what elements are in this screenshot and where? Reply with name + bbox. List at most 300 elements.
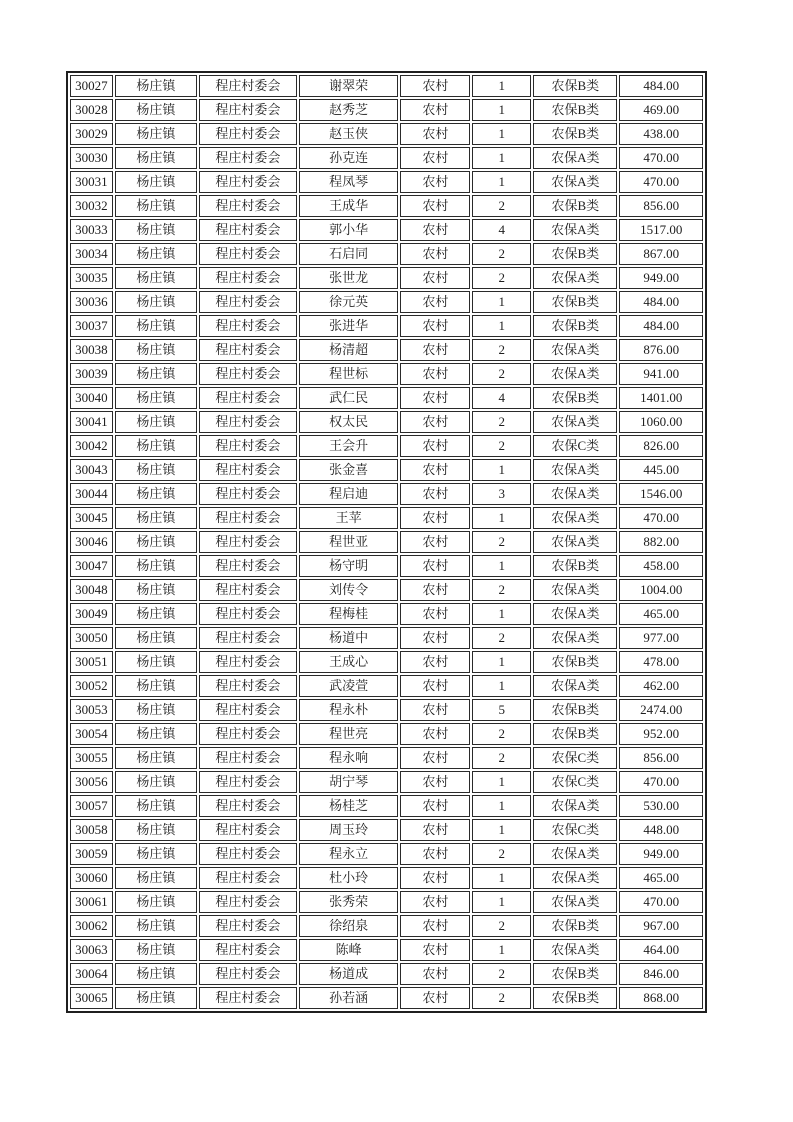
cell-record-id: 30050 bbox=[70, 627, 113, 649]
cell-residence-type: 农村 bbox=[400, 339, 470, 361]
cell-person-count: 1 bbox=[472, 123, 531, 145]
cell-insurance-category: 农保A类 bbox=[533, 843, 617, 865]
cell-person-name: 杨道中 bbox=[299, 627, 399, 649]
cell-record-id: 30058 bbox=[70, 819, 113, 841]
table-row bbox=[70, 363, 703, 385]
cell-insurance-category: 农保C类 bbox=[533, 435, 617, 457]
table-row bbox=[70, 939, 703, 961]
cell-person-count: 1 bbox=[472, 99, 531, 121]
cell-person-count: 1 bbox=[472, 819, 531, 841]
cell-village-committee: 程庄村委会 bbox=[199, 147, 297, 169]
cell-town: 杨庄镇 bbox=[115, 723, 197, 745]
cell-residence-type: 农村 bbox=[400, 411, 470, 433]
cell-amount: 478.00 bbox=[619, 651, 703, 673]
cell-residence-type: 农村 bbox=[400, 963, 470, 985]
cell-insurance-category: 农保B类 bbox=[533, 723, 617, 745]
cell-amount: 846.00 bbox=[619, 963, 703, 985]
cell-residence-type: 农村 bbox=[400, 867, 470, 889]
cell-insurance-category: 农保B类 bbox=[533, 987, 617, 1009]
cell-person-name: 王会升 bbox=[299, 435, 399, 457]
cell-village-committee: 程庄村委会 bbox=[199, 939, 297, 961]
cell-residence-type: 农村 bbox=[400, 555, 470, 577]
cell-amount: 1060.00 bbox=[619, 411, 703, 433]
cell-amount: 977.00 bbox=[619, 627, 703, 649]
cell-person-count: 1 bbox=[472, 171, 531, 193]
cell-amount: 484.00 bbox=[619, 315, 703, 337]
table-row bbox=[70, 723, 703, 745]
table-row bbox=[70, 267, 703, 289]
cell-insurance-category: 农保B类 bbox=[533, 963, 617, 985]
cell-village-committee: 程庄村委会 bbox=[199, 603, 297, 625]
cell-town: 杨庄镇 bbox=[115, 627, 197, 649]
cell-person-count: 1 bbox=[472, 939, 531, 961]
cell-town: 杨庄镇 bbox=[115, 603, 197, 625]
table-row bbox=[70, 795, 703, 817]
cell-amount: 856.00 bbox=[619, 195, 703, 217]
table-row bbox=[70, 123, 703, 145]
cell-village-committee: 程庄村委会 bbox=[199, 459, 297, 481]
cell-amount: 470.00 bbox=[619, 147, 703, 169]
cell-insurance-category: 农保A类 bbox=[533, 339, 617, 361]
table-row bbox=[70, 891, 703, 913]
cell-person-name: 程永响 bbox=[299, 747, 399, 769]
cell-person-count: 1 bbox=[472, 459, 531, 481]
cell-amount: 469.00 bbox=[619, 99, 703, 121]
table-row bbox=[70, 147, 703, 169]
cell-village-committee: 程庄村委会 bbox=[199, 507, 297, 529]
cell-town: 杨庄镇 bbox=[115, 123, 197, 145]
cell-village-committee: 程庄村委会 bbox=[199, 891, 297, 913]
cell-insurance-category: 农保A类 bbox=[533, 459, 617, 481]
table-row bbox=[70, 507, 703, 529]
cell-record-id: 30033 bbox=[70, 219, 113, 241]
cell-amount: 876.00 bbox=[619, 339, 703, 361]
cell-insurance-category: 农保B类 bbox=[533, 699, 617, 721]
table-row bbox=[70, 435, 703, 457]
cell-residence-type: 农村 bbox=[400, 675, 470, 697]
cell-residence-type: 农村 bbox=[400, 75, 470, 97]
table-row bbox=[70, 243, 703, 265]
cell-record-id: 30064 bbox=[70, 963, 113, 985]
cell-person-count: 2 bbox=[472, 987, 531, 1009]
cell-person-name: 张世龙 bbox=[299, 267, 399, 289]
cell-insurance-category: 农保A类 bbox=[533, 603, 617, 625]
cell-insurance-category: 农保A类 bbox=[533, 579, 617, 601]
cell-insurance-category: 农保A类 bbox=[533, 147, 617, 169]
cell-person-count: 4 bbox=[472, 219, 531, 241]
cell-amount: 484.00 bbox=[619, 75, 703, 97]
cell-amount: 445.00 bbox=[619, 459, 703, 481]
cell-person-count: 1 bbox=[472, 651, 531, 673]
cell-amount: 949.00 bbox=[619, 267, 703, 289]
cell-record-id: 30044 bbox=[70, 483, 113, 505]
cell-person-name: 王成心 bbox=[299, 651, 399, 673]
table-row bbox=[70, 171, 703, 193]
cell-person-name: 程永立 bbox=[299, 843, 399, 865]
cell-residence-type: 农村 bbox=[400, 531, 470, 553]
cell-village-committee: 程庄村委会 bbox=[199, 291, 297, 313]
cell-person-count: 2 bbox=[472, 243, 531, 265]
table-row bbox=[70, 387, 703, 409]
cell-town: 杨庄镇 bbox=[115, 459, 197, 481]
cell-amount: 465.00 bbox=[619, 867, 703, 889]
cell-person-count: 2 bbox=[472, 627, 531, 649]
table-row bbox=[70, 603, 703, 625]
cell-record-id: 30052 bbox=[70, 675, 113, 697]
cell-amount: 1517.00 bbox=[619, 219, 703, 241]
cell-town: 杨庄镇 bbox=[115, 411, 197, 433]
cell-town: 杨庄镇 bbox=[115, 771, 197, 793]
cell-amount: 1401.00 bbox=[619, 387, 703, 409]
cell-village-committee: 程庄村委会 bbox=[199, 675, 297, 697]
table-row bbox=[70, 219, 703, 241]
cell-village-committee: 程庄村委会 bbox=[199, 819, 297, 841]
cell-record-id: 30030 bbox=[70, 147, 113, 169]
cell-insurance-category: 农保A类 bbox=[533, 483, 617, 505]
cell-person-name: 程梅桂 bbox=[299, 603, 399, 625]
cell-village-committee: 程庄村委会 bbox=[199, 555, 297, 577]
cell-residence-type: 农村 bbox=[400, 651, 470, 673]
cell-person-name: 张进华 bbox=[299, 315, 399, 337]
cell-village-committee: 程庄村委会 bbox=[199, 579, 297, 601]
cell-record-id: 30029 bbox=[70, 123, 113, 145]
cell-insurance-category: 农保A类 bbox=[533, 675, 617, 697]
table-row bbox=[70, 915, 703, 937]
cell-amount: 464.00 bbox=[619, 939, 703, 961]
cell-person-count: 2 bbox=[472, 267, 531, 289]
cell-person-name: 权太民 bbox=[299, 411, 399, 433]
table-row bbox=[70, 963, 703, 985]
cell-person-name: 郭小华 bbox=[299, 219, 399, 241]
cell-person-count: 1 bbox=[472, 555, 531, 577]
cell-village-committee: 程庄村委会 bbox=[199, 339, 297, 361]
cell-village-committee: 程庄村委会 bbox=[199, 915, 297, 937]
cell-record-id: 30055 bbox=[70, 747, 113, 769]
cell-person-count: 1 bbox=[472, 795, 531, 817]
cell-person-name: 孙若涵 bbox=[299, 987, 399, 1009]
table-row bbox=[70, 675, 703, 697]
cell-residence-type: 农村 bbox=[400, 483, 470, 505]
cell-person-count: 2 bbox=[472, 363, 531, 385]
table-row bbox=[70, 339, 703, 361]
cell-amount: 470.00 bbox=[619, 507, 703, 529]
cell-person-name: 张秀荣 bbox=[299, 891, 399, 913]
cell-insurance-category: 农保B类 bbox=[533, 99, 617, 121]
cell-amount: 941.00 bbox=[619, 363, 703, 385]
cell-person-name: 杜小玲 bbox=[299, 867, 399, 889]
table-row bbox=[70, 867, 703, 889]
cell-amount: 952.00 bbox=[619, 723, 703, 745]
cell-person-name: 徐绍泉 bbox=[299, 915, 399, 937]
cell-town: 杨庄镇 bbox=[115, 675, 197, 697]
cell-village-committee: 程庄村委会 bbox=[199, 435, 297, 457]
cell-record-id: 30040 bbox=[70, 387, 113, 409]
cell-village-committee: 程庄村委会 bbox=[199, 411, 297, 433]
cell-village-committee: 程庄村委会 bbox=[199, 483, 297, 505]
cell-village-committee: 程庄村委会 bbox=[199, 171, 297, 193]
cell-person-name: 王苹 bbox=[299, 507, 399, 529]
cell-village-committee: 程庄村委会 bbox=[199, 75, 297, 97]
cell-residence-type: 农村 bbox=[400, 123, 470, 145]
cell-residence-type: 农村 bbox=[400, 243, 470, 265]
cell-amount: 484.00 bbox=[619, 291, 703, 313]
cell-person-name: 胡宁琴 bbox=[299, 771, 399, 793]
cell-insurance-category: 农保C类 bbox=[533, 747, 617, 769]
cell-record-id: 30054 bbox=[70, 723, 113, 745]
cell-amount: 470.00 bbox=[619, 171, 703, 193]
cell-town: 杨庄镇 bbox=[115, 75, 197, 97]
cell-amount: 882.00 bbox=[619, 531, 703, 553]
cell-person-name: 程启迪 bbox=[299, 483, 399, 505]
cell-residence-type: 农村 bbox=[400, 459, 470, 481]
cell-record-id: 30060 bbox=[70, 867, 113, 889]
cell-insurance-category: 农保A类 bbox=[533, 867, 617, 889]
cell-town: 杨庄镇 bbox=[115, 435, 197, 457]
cell-residence-type: 农村 bbox=[400, 819, 470, 841]
cell-insurance-category: 农保A类 bbox=[533, 531, 617, 553]
table-row bbox=[70, 747, 703, 769]
cell-person-name: 徐元英 bbox=[299, 291, 399, 313]
cell-record-id: 30037 bbox=[70, 315, 113, 337]
cell-person-name: 孙克连 bbox=[299, 147, 399, 169]
cell-record-id: 30027 bbox=[70, 75, 113, 97]
cell-insurance-category: 农保B类 bbox=[533, 123, 617, 145]
table-row bbox=[70, 75, 703, 97]
cell-record-id: 30034 bbox=[70, 243, 113, 265]
table-row bbox=[70, 315, 703, 337]
cell-record-id: 30065 bbox=[70, 987, 113, 1009]
cell-amount: 856.00 bbox=[619, 747, 703, 769]
cell-town: 杨庄镇 bbox=[115, 987, 197, 1009]
cell-residence-type: 农村 bbox=[400, 915, 470, 937]
cell-town: 杨庄镇 bbox=[115, 147, 197, 169]
cell-person-name: 石启同 bbox=[299, 243, 399, 265]
cell-person-name: 杨守明 bbox=[299, 555, 399, 577]
table-row bbox=[70, 627, 703, 649]
cell-residence-type: 农村 bbox=[400, 795, 470, 817]
cell-town: 杨庄镇 bbox=[115, 267, 197, 289]
cell-insurance-category: 农保B类 bbox=[533, 315, 617, 337]
cell-record-id: 30031 bbox=[70, 171, 113, 193]
cell-town: 杨庄镇 bbox=[115, 243, 197, 265]
cell-residence-type: 农村 bbox=[400, 387, 470, 409]
cell-amount: 438.00 bbox=[619, 123, 703, 145]
cell-person-count: 1 bbox=[472, 771, 531, 793]
cell-record-id: 30049 bbox=[70, 603, 113, 625]
cell-residence-type: 农村 bbox=[400, 627, 470, 649]
cell-person-name: 谢翠荣 bbox=[299, 75, 399, 97]
cell-amount: 465.00 bbox=[619, 603, 703, 625]
table-row bbox=[70, 459, 703, 481]
cell-person-count: 5 bbox=[472, 699, 531, 721]
cell-record-id: 30053 bbox=[70, 699, 113, 721]
cell-record-id: 30061 bbox=[70, 891, 113, 913]
cell-town: 杨庄镇 bbox=[115, 219, 197, 241]
cell-person-name: 程凤琴 bbox=[299, 171, 399, 193]
cell-record-id: 30042 bbox=[70, 435, 113, 457]
cell-amount: 967.00 bbox=[619, 915, 703, 937]
cell-village-committee: 程庄村委会 bbox=[199, 315, 297, 337]
table-row bbox=[70, 483, 703, 505]
table-row bbox=[70, 99, 703, 121]
cell-village-committee: 程庄村委会 bbox=[199, 699, 297, 721]
table-row bbox=[70, 291, 703, 313]
cell-person-count: 4 bbox=[472, 387, 531, 409]
cell-town: 杨庄镇 bbox=[115, 819, 197, 841]
table-row bbox=[70, 555, 703, 577]
cell-village-committee: 程庄村委会 bbox=[199, 771, 297, 793]
pension-record-table bbox=[66, 71, 707, 1013]
cell-person-count: 2 bbox=[472, 411, 531, 433]
cell-person-name: 陈峰 bbox=[299, 939, 399, 961]
table-row bbox=[70, 819, 703, 841]
cell-village-committee: 程庄村委会 bbox=[199, 195, 297, 217]
cell-amount: 530.00 bbox=[619, 795, 703, 817]
cell-residence-type: 农村 bbox=[400, 579, 470, 601]
cell-amount: 868.00 bbox=[619, 987, 703, 1009]
cell-person-count: 1 bbox=[472, 291, 531, 313]
cell-amount: 1004.00 bbox=[619, 579, 703, 601]
cell-record-id: 30059 bbox=[70, 843, 113, 865]
cell-town: 杨庄镇 bbox=[115, 747, 197, 769]
cell-person-count: 1 bbox=[472, 675, 531, 697]
cell-residence-type: 农村 bbox=[400, 507, 470, 529]
cell-record-id: 30047 bbox=[70, 555, 113, 577]
cell-insurance-category: 农保B类 bbox=[533, 243, 617, 265]
cell-residence-type: 农村 bbox=[400, 219, 470, 241]
cell-town: 杨庄镇 bbox=[115, 531, 197, 553]
cell-record-id: 30032 bbox=[70, 195, 113, 217]
cell-village-committee: 程庄村委会 bbox=[199, 651, 297, 673]
cell-insurance-category: 农保B类 bbox=[533, 387, 617, 409]
cell-person-count: 2 bbox=[472, 963, 531, 985]
cell-person-name: 武仁民 bbox=[299, 387, 399, 409]
cell-record-id: 30035 bbox=[70, 267, 113, 289]
cell-village-committee: 程庄村委会 bbox=[199, 243, 297, 265]
cell-person-name: 张金喜 bbox=[299, 459, 399, 481]
cell-person-name: 武凌萱 bbox=[299, 675, 399, 697]
cell-person-name: 程世亚 bbox=[299, 531, 399, 553]
cell-insurance-category: 农保B类 bbox=[533, 195, 617, 217]
cell-person-name: 刘传令 bbox=[299, 579, 399, 601]
cell-residence-type: 农村 bbox=[400, 891, 470, 913]
cell-insurance-category: 农保A类 bbox=[533, 171, 617, 193]
cell-residence-type: 农村 bbox=[400, 843, 470, 865]
cell-residence-type: 农村 bbox=[400, 363, 470, 385]
cell-record-id: 30043 bbox=[70, 459, 113, 481]
cell-amount: 2474.00 bbox=[619, 699, 703, 721]
cell-amount: 448.00 bbox=[619, 819, 703, 841]
cell-amount: 1546.00 bbox=[619, 483, 703, 505]
cell-person-name: 王成华 bbox=[299, 195, 399, 217]
cell-person-count: 3 bbox=[472, 483, 531, 505]
cell-residence-type: 农村 bbox=[400, 747, 470, 769]
cell-town: 杨庄镇 bbox=[115, 195, 197, 217]
cell-person-name: 杨清超 bbox=[299, 339, 399, 361]
cell-record-id: 30045 bbox=[70, 507, 113, 529]
cell-amount: 949.00 bbox=[619, 843, 703, 865]
cell-residence-type: 农村 bbox=[400, 147, 470, 169]
cell-residence-type: 农村 bbox=[400, 771, 470, 793]
cell-village-committee: 程庄村委会 bbox=[199, 795, 297, 817]
cell-record-id: 30051 bbox=[70, 651, 113, 673]
cell-town: 杨庄镇 bbox=[115, 963, 197, 985]
cell-residence-type: 农村 bbox=[400, 171, 470, 193]
table-row bbox=[70, 531, 703, 553]
cell-person-count: 1 bbox=[472, 507, 531, 529]
cell-town: 杨庄镇 bbox=[115, 99, 197, 121]
cell-person-count: 2 bbox=[472, 435, 531, 457]
cell-residence-type: 农村 bbox=[400, 99, 470, 121]
cell-village-committee: 程庄村委会 bbox=[199, 627, 297, 649]
cell-person-count: 1 bbox=[472, 891, 531, 913]
cell-person-name: 杨道成 bbox=[299, 963, 399, 985]
table-row bbox=[70, 579, 703, 601]
cell-insurance-category: 农保A类 bbox=[533, 411, 617, 433]
cell-amount: 458.00 bbox=[619, 555, 703, 577]
cell-village-committee: 程庄村委会 bbox=[199, 219, 297, 241]
cell-record-id: 30028 bbox=[70, 99, 113, 121]
cell-insurance-category: 农保A类 bbox=[533, 363, 617, 385]
cell-village-committee: 程庄村委会 bbox=[199, 99, 297, 121]
cell-town: 杨庄镇 bbox=[115, 387, 197, 409]
cell-town: 杨庄镇 bbox=[115, 363, 197, 385]
cell-insurance-category: 农保B类 bbox=[533, 75, 617, 97]
cell-amount: 826.00 bbox=[619, 435, 703, 457]
cell-person-count: 2 bbox=[472, 843, 531, 865]
cell-person-count: 2 bbox=[472, 915, 531, 937]
cell-residence-type: 农村 bbox=[400, 267, 470, 289]
table-row bbox=[70, 699, 703, 721]
cell-village-committee: 程庄村委会 bbox=[199, 387, 297, 409]
cell-person-count: 2 bbox=[472, 579, 531, 601]
cell-insurance-category: 农保A类 bbox=[533, 795, 617, 817]
cell-record-id: 30056 bbox=[70, 771, 113, 793]
cell-person-name: 程世标 bbox=[299, 363, 399, 385]
cell-town: 杨庄镇 bbox=[115, 507, 197, 529]
cell-village-committee: 程庄村委会 bbox=[199, 531, 297, 553]
cell-residence-type: 农村 bbox=[400, 939, 470, 961]
cell-town: 杨庄镇 bbox=[115, 171, 197, 193]
cell-town: 杨庄镇 bbox=[115, 843, 197, 865]
cell-town: 杨庄镇 bbox=[115, 483, 197, 505]
cell-village-committee: 程庄村委会 bbox=[199, 723, 297, 745]
cell-insurance-category: 农保B类 bbox=[533, 291, 617, 313]
cell-record-id: 30038 bbox=[70, 339, 113, 361]
cell-residence-type: 农村 bbox=[400, 195, 470, 217]
cell-town: 杨庄镇 bbox=[115, 651, 197, 673]
cell-record-id: 30063 bbox=[70, 939, 113, 961]
table-row bbox=[70, 195, 703, 217]
cell-record-id: 30039 bbox=[70, 363, 113, 385]
cell-person-count: 1 bbox=[472, 603, 531, 625]
cell-record-id: 30041 bbox=[70, 411, 113, 433]
cell-amount: 867.00 bbox=[619, 243, 703, 265]
cell-town: 杨庄镇 bbox=[115, 867, 197, 889]
table-body bbox=[70, 75, 703, 1009]
cell-person-count: 2 bbox=[472, 747, 531, 769]
cell-amount: 470.00 bbox=[619, 891, 703, 913]
cell-insurance-category: 农保B类 bbox=[533, 555, 617, 577]
cell-insurance-category: 农保A类 bbox=[533, 939, 617, 961]
cell-person-count: 1 bbox=[472, 315, 531, 337]
cell-village-committee: 程庄村委会 bbox=[199, 747, 297, 769]
cell-town: 杨庄镇 bbox=[115, 555, 197, 577]
cell-person-name: 赵秀芝 bbox=[299, 99, 399, 121]
table-row bbox=[70, 651, 703, 673]
cell-record-id: 30048 bbox=[70, 579, 113, 601]
cell-residence-type: 农村 bbox=[400, 291, 470, 313]
